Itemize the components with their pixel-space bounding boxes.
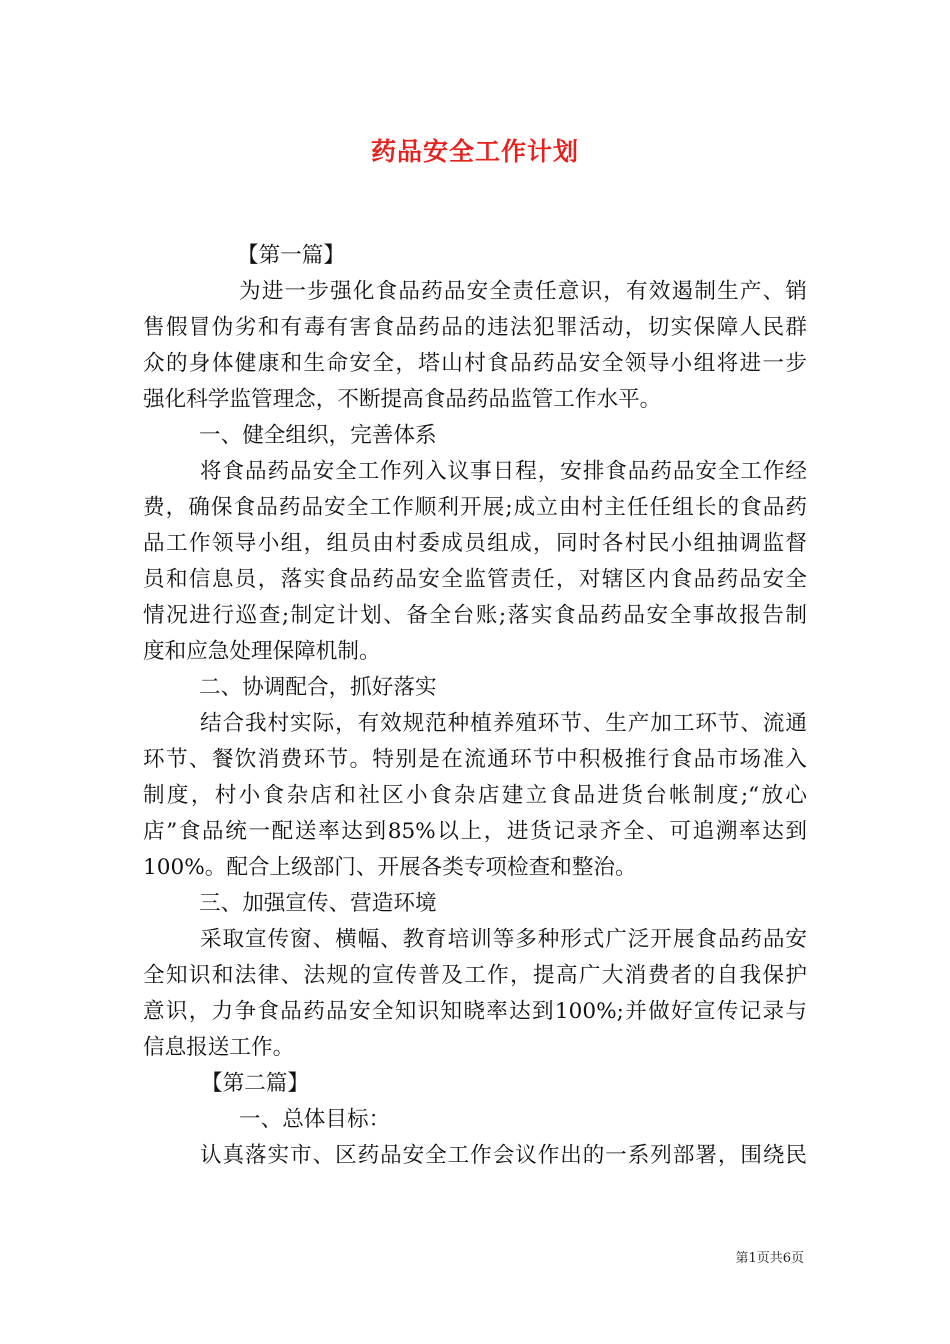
section-heading-second: 【第二篇】: [201, 1071, 309, 1096]
body-line: 强化科学监管理念，不断提高食品药品监管工作水平。: [143, 387, 662, 412]
body-line: 为进一步强化食品药品安全责任意识，有效遏制生产、销: [239, 279, 807, 304]
body-line: 认真落实市、区药品安全工作会议作出的一系列部署，围绕民: [200, 1143, 807, 1168]
subsection-heading: 一、总体目标：: [239, 1107, 391, 1132]
body-line: 众的身体健康和生命安全，塔山村食品药品安全领导小组将进一步: [143, 351, 807, 376]
body-line: 制度，村小食杂店和社区小食杂店建立食品进货台帐制度;“放心: [143, 783, 807, 808]
subsection-heading: 三、加强宣传、营造环境: [199, 891, 437, 916]
subsection-heading: 二、协调配合，抓好落实: [199, 675, 437, 700]
subsection-heading: 一、健全组织，完善体系: [199, 423, 437, 448]
body-line: 环节、餐饮消费环节。特别是在流通环节中积极推行食品市场准入: [143, 747, 807, 772]
body-line: 采取宣传窗、横幅、教育培训等多种形式广泛开展食品药品安: [200, 927, 807, 952]
body-line: 意识，力争食品药品安全知识知晓率达到100%;并做好宣传记录与: [143, 999, 807, 1024]
body-line: 度和应急处理保障机制。: [143, 639, 381, 664]
section-heading-first: 【第一篇】: [237, 243, 345, 268]
body-line: 结合我村实际，有效规范种植养殖环节、生产加工环节、流通: [200, 711, 807, 736]
body-line: 将食品药品安全工作列入议事日程，安排食品药品安全工作经: [200, 459, 807, 484]
body-line: 100%。配合上级部门、开展各类专项检查和整治。: [143, 855, 637, 880]
body-line: 全知识和法律、法规的宣传普及工作，提高广大消费者的自我保护: [143, 963, 807, 988]
body-line: 员和信息员，落实食品药品安全监管责任，对辖区内食品药品安全: [143, 567, 807, 592]
body-line: 费，确保食品药品安全工作顺利开展;成立由村主任任组长的食品药: [143, 495, 807, 520]
document-body: [143, 238, 807, 1174]
body-line: 店”食品统一配送率达到85%以上，进货记录齐全、可追溯率达到: [143, 819, 807, 844]
body-line: 售假冒伪劣和有毒有害食品药品的违法犯罪活动，切实保障人民群: [143, 315, 807, 340]
body-line: 情况进行巡查;制定计划、备全台账;落实食品药品安全事故报告制: [143, 603, 807, 628]
body-line: 品工作领导小组，组员由村委成员组成，同时各村民小组抽调监督: [143, 531, 807, 556]
page-number: 第1页共6页: [735, 1251, 804, 1266]
document-title: 药品安全工作计划: [370, 137, 579, 166]
body-line: 信息报送工作。: [143, 1035, 295, 1060]
